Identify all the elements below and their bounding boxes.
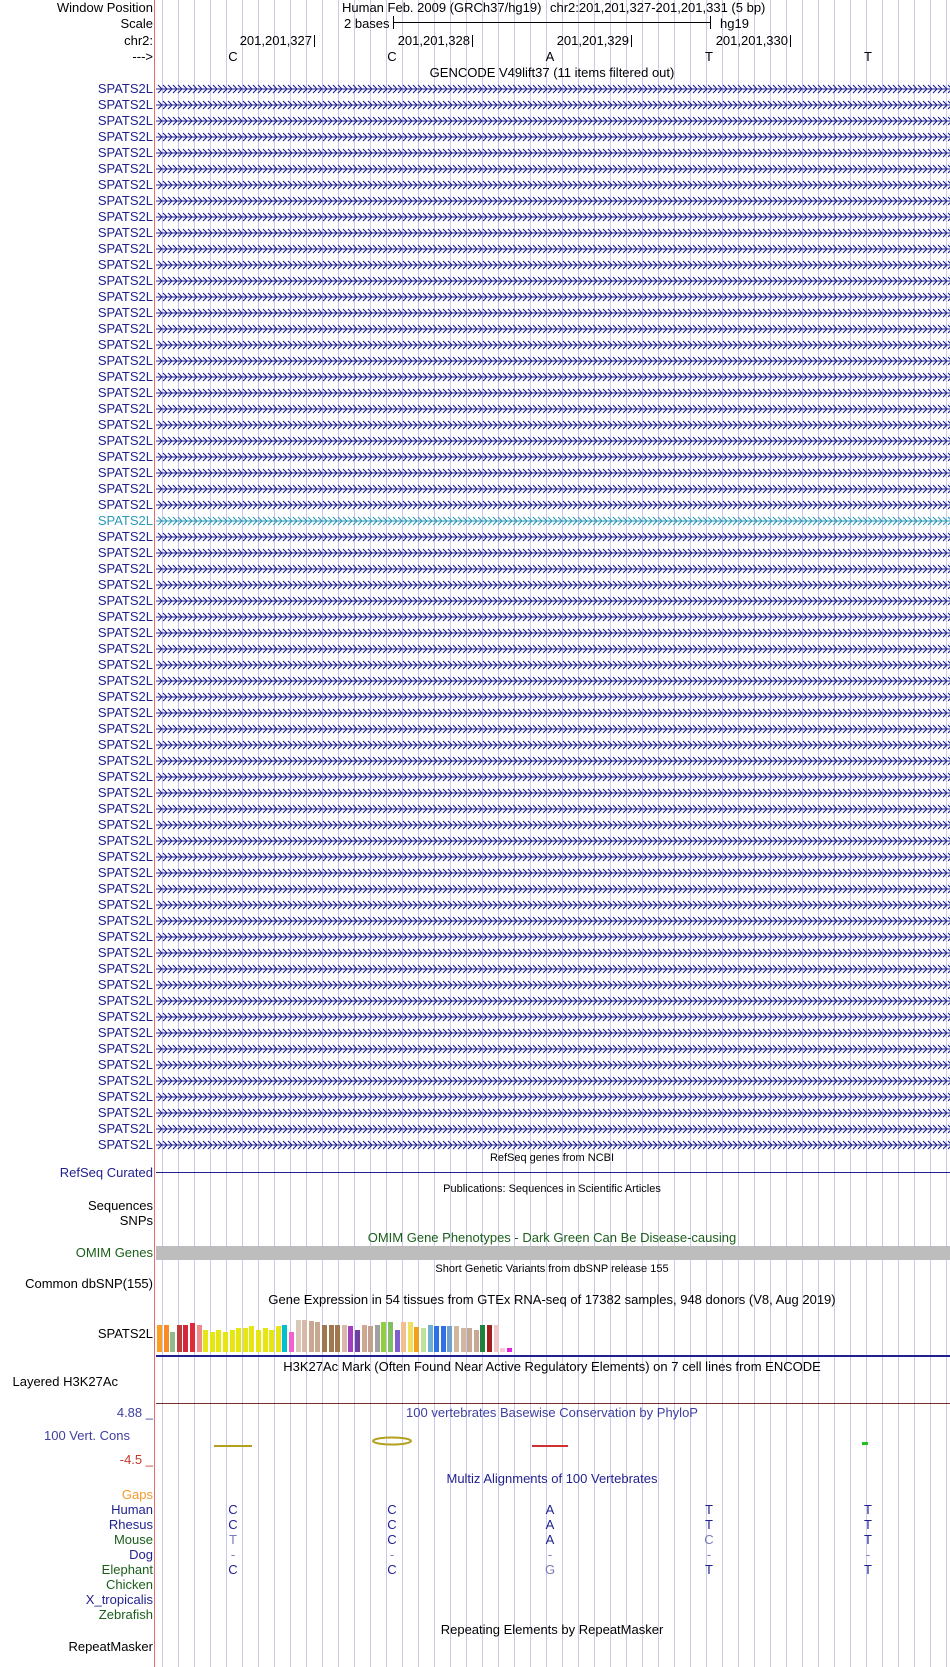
gencode-transcript-label[interactable]: SPATS2L bbox=[97, 689, 153, 704]
gencode-transcript-label[interactable]: SPATS2L bbox=[97, 593, 153, 608]
coordinate-label: 201,201,330 bbox=[715, 33, 788, 48]
gencode-transcript-label[interactable]: SPATS2L bbox=[97, 993, 153, 1008]
gencode-transcript-label[interactable]: SPATS2L bbox=[97, 289, 153, 304]
coordinate-tick bbox=[790, 35, 791, 47]
gencode-transcript-label[interactable]: SPATS2L bbox=[97, 129, 153, 144]
gencode-transcript-label[interactable]: SPATS2L bbox=[97, 545, 153, 560]
gtex-tissue-bar[interactable] bbox=[421, 1328, 426, 1352]
repeatmasker-label[interactable]: RepeatMasker bbox=[68, 1639, 153, 1654]
gencode-transcript-label[interactable]: SPATS2L bbox=[97, 849, 153, 864]
gencode-transcript-label[interactable]: SPATS2L bbox=[97, 497, 153, 512]
gencode-transcript-feature[interactable] bbox=[156, 931, 950, 943]
gencode-transcript-label[interactable]: SPATS2L bbox=[97, 1025, 153, 1040]
gtex-tissue-bar[interactable] bbox=[368, 1326, 373, 1352]
gencode-transcript-label[interactable]: SPATS2L bbox=[97, 881, 153, 896]
multiz-aligned-base: C bbox=[704, 1532, 714, 1547]
gencode-transcript-feature[interactable] bbox=[156, 195, 950, 207]
multiz-aligned-base: C bbox=[228, 1502, 238, 1517]
multiz-aligned-base: T bbox=[864, 1517, 872, 1532]
gencode-transcript-feature[interactable] bbox=[156, 291, 950, 303]
gencode-transcript-feature[interactable] bbox=[156, 883, 950, 895]
multiz-aligned-base: T bbox=[864, 1502, 872, 1517]
gtex-tissue-bar[interactable] bbox=[197, 1325, 202, 1352]
gencode-transcript-feature[interactable] bbox=[156, 739, 950, 751]
gtex-track-title[interactable]: Gene Expression in 54 tissues from GTEx RNA-seq of 17382 samples, 948 donors (V8, Aug 2019) bbox=[268, 1292, 836, 1307]
scale-bar-left-tick bbox=[393, 16, 394, 29]
gencode-transcript-feature[interactable] bbox=[156, 515, 950, 527]
multiz-species-label[interactable]: X_tropicalis bbox=[85, 1592, 153, 1607]
gencode-transcript-label[interactable]: SPATS2L bbox=[97, 113, 153, 128]
gencode-transcript-feature[interactable] bbox=[156, 611, 950, 623]
multiz-species-label[interactable]: Gaps bbox=[121, 1487, 153, 1502]
gencode-transcript-feature[interactable] bbox=[156, 467, 950, 479]
gencode-transcript-feature[interactable] bbox=[156, 579, 950, 591]
omim-gene-bar[interactable] bbox=[156, 1246, 950, 1260]
gtex-tissue-bar[interactable] bbox=[236, 1328, 241, 1352]
multiz-species-label[interactable]: Mouse bbox=[113, 1532, 153, 1547]
gencode-transcript-label[interactable]: SPATS2L bbox=[97, 369, 153, 384]
gencode-transcript-label[interactable]: SPATS2L bbox=[97, 673, 153, 688]
phylop-mark-1 bbox=[214, 1445, 252, 1447]
gencode-transcript-label[interactable]: SPATS2L bbox=[97, 481, 153, 496]
gencode-transcript-feature[interactable] bbox=[156, 83, 950, 95]
multiz-aligned-base: C bbox=[228, 1562, 238, 1577]
gtex-tissue-bar[interactable] bbox=[381, 1322, 386, 1352]
gencode-transcript-feature[interactable] bbox=[156, 995, 950, 1007]
gtex-tissue-bar[interactable] bbox=[296, 1320, 301, 1352]
gencode-transcript-feature[interactable] bbox=[156, 211, 950, 223]
gtex-tissue-bar[interactable] bbox=[170, 1332, 175, 1352]
gencode-transcript-label[interactable]: SPATS2L bbox=[97, 177, 153, 192]
multiz-aligned-base: - bbox=[230, 1547, 236, 1562]
gtex-tissue-bar[interactable] bbox=[157, 1325, 162, 1352]
gencode-transcript-feature[interactable] bbox=[156, 371, 950, 383]
gencode-transcript-feature[interactable] bbox=[156, 1107, 950, 1119]
gtex-tissue-bar[interactable] bbox=[216, 1330, 221, 1352]
gtex-gene-label[interactable]: SPATS2L bbox=[97, 1326, 153, 1341]
gencode-transcript-feature[interactable] bbox=[156, 691, 950, 703]
gencode-transcript-label[interactable]: SPATS2L bbox=[97, 1137, 153, 1152]
gencode-transcript-label[interactable]: SPATS2L bbox=[97, 417, 153, 432]
gencode-transcript-label[interactable]: SPATS2L bbox=[97, 465, 153, 480]
gencode-transcript-feature[interactable] bbox=[156, 723, 950, 735]
coordinate-label: 201,201,327 bbox=[239, 33, 312, 48]
gencode-transcript-label[interactable]: SPATS2L bbox=[97, 609, 153, 624]
gtex-tissue-bar[interactable] bbox=[401, 1322, 406, 1352]
gencode-transcript-feature[interactable] bbox=[156, 387, 950, 399]
gencode-transcript-feature[interactable] bbox=[156, 627, 950, 639]
multiz-aligned-base: A bbox=[545, 1502, 555, 1517]
h3k27ac-label[interactable]: Layered H3K27Ac bbox=[12, 1374, 118, 1389]
gtex-tissue-bar[interactable] bbox=[362, 1325, 367, 1352]
gencode-transcript-label[interactable]: SPATS2L bbox=[97, 305, 153, 320]
gencode-transcript-feature[interactable] bbox=[156, 963, 950, 975]
gencode-transcript-label[interactable]: SPATS2L bbox=[97, 257, 153, 272]
gencode-transcript-label[interactable]: SPATS2L bbox=[97, 209, 153, 224]
gtex-tissue-bar[interactable] bbox=[447, 1326, 452, 1352]
gtex-tissue-bar[interactable] bbox=[282, 1325, 287, 1352]
gencode-transcript-label[interactable]: SPATS2L bbox=[97, 1105, 153, 1120]
gtex-tissue-bar[interactable] bbox=[454, 1326, 459, 1352]
multiz-aligned-base: - bbox=[389, 1547, 395, 1562]
gtex-tissue-bar[interactable] bbox=[203, 1330, 208, 1352]
gtex-tissue-bar[interactable] bbox=[414, 1327, 419, 1352]
gencode-transcript-label[interactable]: SPATS2L bbox=[97, 641, 153, 656]
gencode-transcript-label[interactable]: SPATS2L bbox=[97, 961, 153, 976]
gencode-transcript-feature[interactable] bbox=[156, 947, 950, 959]
gencode-transcript-label[interactable]: SPATS2L bbox=[97, 769, 153, 784]
gencode-transcript-feature[interactable] bbox=[156, 851, 950, 863]
gencode-transcript-feature[interactable] bbox=[156, 531, 950, 543]
scale-bar-right-tick bbox=[710, 16, 711, 29]
refseq-gene-line[interactable] bbox=[156, 1172, 950, 1173]
repeatmasker-track-title[interactable]: Repeating Elements by RepeatMasker bbox=[440, 1622, 664, 1637]
gencode-transcript-feature[interactable] bbox=[156, 595, 950, 607]
gencode-transcript-feature[interactable] bbox=[156, 547, 950, 559]
omim-track-title[interactable]: OMIM Gene Phenotypes - Dark Green Can Be Disease-causing bbox=[367, 1230, 737, 1245]
gencode-transcript-label[interactable]: SPATS2L bbox=[97, 321, 153, 336]
gencode-transcript-feature[interactable] bbox=[156, 979, 950, 991]
gencode-transcript-label[interactable]: SPATS2L bbox=[97, 385, 153, 400]
gencode-transcript-label[interactable]: SPATS2L bbox=[97, 337, 153, 352]
gtex-tissue-bar[interactable] bbox=[474, 1330, 479, 1352]
gtex-tissue-bar[interactable] bbox=[315, 1322, 320, 1352]
coordinate-tick bbox=[472, 35, 473, 47]
gencode-transcript-feature[interactable] bbox=[156, 1075, 950, 1087]
gencode-transcript-label[interactable]: SPATS2L bbox=[97, 801, 153, 816]
reference-base: A bbox=[545, 49, 555, 64]
gtex-tissue-bar[interactable] bbox=[395, 1330, 400, 1352]
scale-db: hg19 bbox=[720, 16, 749, 31]
gencode-transcript-feature[interactable] bbox=[156, 1123, 950, 1135]
gtex-tissue-bar[interactable] bbox=[164, 1325, 169, 1352]
publications-track-title[interactable]: Publications: Sequences in Scientific Articles bbox=[443, 1183, 661, 1195]
gencode-transcript-feature[interactable] bbox=[156, 771, 950, 783]
gencode-transcript-feature[interactable] bbox=[156, 323, 950, 335]
conservation-label[interactable]: 100 Vert. Cons bbox=[44, 1428, 130, 1443]
gencode-transcript-feature[interactable] bbox=[156, 899, 950, 911]
gtex-tissue-bar[interactable] bbox=[375, 1325, 380, 1352]
refseq-track-title[interactable]: RefSeq genes from NCBI bbox=[489, 1152, 615, 1164]
gencode-transcript-feature[interactable] bbox=[156, 1011, 950, 1023]
coordinate-label: 201,201,329 bbox=[556, 33, 629, 48]
gencode-transcript-label[interactable]: SPATS2L bbox=[97, 945, 153, 960]
phylop-mark-3 bbox=[532, 1445, 568, 1447]
coordinate-tick bbox=[631, 35, 632, 47]
gencode-transcript-feature[interactable] bbox=[156, 227, 950, 239]
gencode-transcript-label[interactable]: SPATS2L bbox=[97, 449, 153, 464]
gtex-tissue-bar[interactable] bbox=[183, 1325, 188, 1352]
conservation-min-label: -4.5 _ bbox=[119, 1452, 153, 1467]
multiz-aligned-base: A bbox=[545, 1532, 555, 1547]
multiz-aligned-base: T bbox=[229, 1532, 237, 1547]
gencode-transcript-feature[interactable] bbox=[156, 451, 950, 463]
reference-base: C bbox=[387, 49, 397, 64]
scale-bar bbox=[393, 22, 710, 23]
multiz-aligned-base: - bbox=[547, 1547, 553, 1562]
scale-label: Scale bbox=[120, 16, 153, 31]
multiz-aligned-base: A bbox=[545, 1517, 555, 1532]
gencode-transcript-feature[interactable] bbox=[156, 99, 950, 111]
gtex-tissue-bar[interactable] bbox=[230, 1330, 235, 1352]
h3k27ac-track-title[interactable]: H3K27Ac Mark (Often Found Near Active Regulatory Elements) on 7 cell lines from ENCODE bbox=[283, 1359, 821, 1374]
gtex-tissue-bar[interactable] bbox=[223, 1332, 228, 1352]
gtex-tissue-bar[interactable] bbox=[322, 1325, 327, 1352]
gtex-track-baseline bbox=[156, 1355, 950, 1357]
dbsnp-label[interactable]: Common dbSNP(155) bbox=[25, 1276, 153, 1291]
gencode-transcript-feature[interactable] bbox=[156, 163, 950, 175]
phylop-mark-2 bbox=[371, 1436, 413, 1446]
gencode-transcript-label[interactable]: SPATS2L bbox=[97, 273, 153, 288]
gencode-transcript-label[interactable]: SPATS2L bbox=[97, 561, 153, 576]
scale-text: 2 bases bbox=[344, 16, 390, 31]
gencode-transcript-feature[interactable] bbox=[156, 707, 950, 719]
multiz-species-label[interactable]: Chicken bbox=[106, 1577, 153, 1592]
gtex-tissue-bar[interactable] bbox=[428, 1325, 433, 1352]
gencode-transcript-feature[interactable] bbox=[156, 643, 950, 655]
gencode-transcript-label[interactable]: SPATS2L bbox=[97, 1057, 153, 1072]
gtex-tissue-bar[interactable] bbox=[249, 1326, 254, 1352]
multiz-species-label[interactable]: Dog bbox=[129, 1547, 153, 1562]
gencode-transcript-feature[interactable] bbox=[156, 755, 950, 767]
gtex-tissue-bar[interactable] bbox=[441, 1326, 446, 1352]
multiz-aligned-base: T bbox=[864, 1562, 872, 1577]
gencode-transcript-feature[interactable] bbox=[156, 803, 950, 815]
gencode-transcript-feature[interactable] bbox=[156, 259, 950, 271]
multiz-species-label[interactable]: Elephant bbox=[101, 1562, 153, 1577]
gencode-transcript-feature[interactable] bbox=[156, 659, 950, 671]
publications-sequences-label[interactable]: Sequences bbox=[87, 1198, 153, 1213]
gencode-transcript-feature[interactable] bbox=[156, 835, 950, 847]
gencode-transcript-feature[interactable] bbox=[156, 675, 950, 687]
gencode-transcript-label[interactable]: SPATS2L bbox=[97, 865, 153, 880]
gencode-transcript-label[interactable]: SPATS2L bbox=[97, 145, 153, 160]
gtex-tissue-bar[interactable] bbox=[256, 1330, 261, 1352]
gtex-tissue-bar[interactable] bbox=[309, 1321, 314, 1352]
conservation-track-title[interactable]: 100 vertebrates Basewise Conservation by PhyloP bbox=[406, 1405, 698, 1420]
gtex-tissue-bar[interactable] bbox=[329, 1325, 334, 1352]
multiz-aligned-base: - bbox=[706, 1547, 712, 1562]
gtex-tissue-bar[interactable] bbox=[494, 1325, 499, 1352]
conservation-max-label: 4.88 _ bbox=[116, 1405, 153, 1420]
multiz-aligned-base: T bbox=[705, 1517, 713, 1532]
gencode-transcript-label[interactable]: SPATS2L bbox=[97, 81, 153, 96]
gencode-transcript-label[interactable]: SPATS2L bbox=[97, 577, 153, 592]
gencode-transcript-feature[interactable] bbox=[156, 435, 950, 447]
multiz-track-title[interactable]: Multiz Alignments of 100 Vertebrates bbox=[446, 1471, 658, 1486]
multiz-species-label[interactable]: Human bbox=[111, 1502, 153, 1517]
reference-base: T bbox=[705, 49, 713, 64]
gencode-transcript-label[interactable]: SPATS2L bbox=[97, 705, 153, 720]
gencode-transcript-label[interactable]: SPATS2L bbox=[97, 161, 153, 176]
gencode-transcript-label[interactable]: SPATS2L bbox=[97, 1121, 153, 1136]
gtex-tissue-bar[interactable] bbox=[467, 1328, 472, 1352]
gencode-transcript-feature[interactable] bbox=[156, 307, 950, 319]
gencode-transcript-label[interactable]: SPATS2L bbox=[97, 513, 153, 528]
publications-snps-label[interactable]: SNPs bbox=[119, 1213, 153, 1228]
gencode-transcript-label[interactable]: SPATS2L bbox=[97, 785, 153, 800]
gtex-tissue-bar[interactable] bbox=[500, 1348, 505, 1352]
reference-base: T bbox=[864, 49, 872, 64]
multiz-aligned-base: - bbox=[865, 1547, 871, 1562]
gencode-transcript-label[interactable]: SPATS2L bbox=[97, 225, 153, 240]
gtex-tissue-bar[interactable] bbox=[342, 1325, 347, 1352]
gencode-transcript-label[interactable]: SPATS2L bbox=[97, 97, 153, 112]
position-text[interactable]: chr2:201,201,327-201,201,331 (5 bp) bbox=[550, 0, 766, 15]
gencode-transcript-feature[interactable] bbox=[156, 179, 950, 191]
multiz-aligned-base: T bbox=[705, 1502, 713, 1517]
gtex-tissue-bar[interactable] bbox=[348, 1326, 353, 1352]
gtex-tissue-bar[interactable] bbox=[408, 1322, 413, 1352]
gtex-tissue-bar[interactable] bbox=[302, 1320, 307, 1352]
gtex-tissue-bar[interactable] bbox=[269, 1330, 274, 1352]
gencode-transcript-feature[interactable] bbox=[156, 403, 950, 415]
gencode-transcript-label[interactable]: SPATS2L bbox=[97, 657, 153, 672]
gtex-tissue-bar[interactable] bbox=[210, 1332, 215, 1352]
window-position-label: Window Position bbox=[56, 0, 153, 15]
gencode-transcript-label[interactable]: SPATS2L bbox=[97, 721, 153, 736]
gencode-transcript-feature[interactable] bbox=[156, 243, 950, 255]
reference-base: C bbox=[228, 49, 238, 64]
assembly-title[interactable]: Human Feb. 2009 (GRCh37/hg19) bbox=[342, 0, 542, 15]
gtex-tissue-bar[interactable] bbox=[461, 1328, 466, 1352]
gtex-tissue-bar[interactable] bbox=[335, 1325, 340, 1352]
gencode-transcript-feature[interactable] bbox=[156, 275, 950, 287]
gencode-transcript-feature[interactable] bbox=[156, 1091, 950, 1103]
gtex-tissue-bar[interactable] bbox=[289, 1332, 294, 1352]
gencode-transcript-feature[interactable] bbox=[156, 131, 950, 143]
gencode-transcript-label[interactable]: SPATS2L bbox=[97, 353, 153, 368]
gtex-tissue-bar[interactable] bbox=[355, 1330, 360, 1352]
gencode-transcript-label[interactable]: SPATS2L bbox=[97, 241, 153, 256]
dbsnp-track-title[interactable]: Short Genetic Variants from dbSNP release 155 bbox=[435, 1263, 669, 1275]
gencode-transcript-feature[interactable] bbox=[156, 1139, 950, 1151]
strand-label[interactable]: ---> bbox=[132, 49, 153, 64]
gencode-transcript-label[interactable]: SPATS2L bbox=[97, 817, 153, 832]
gencode-transcript-feature[interactable] bbox=[156, 819, 950, 831]
multiz-aligned-base: C bbox=[387, 1517, 397, 1532]
gencode-transcript-feature[interactable] bbox=[156, 1059, 950, 1071]
h3k27ac-baseline bbox=[156, 1403, 950, 1404]
gencode-transcript-label[interactable]: SPATS2L bbox=[97, 737, 153, 752]
gtex-tissue-bar[interactable] bbox=[263, 1328, 268, 1352]
chr-label[interactable]: chr2: bbox=[124, 33, 153, 48]
gencode-transcript-feature[interactable] bbox=[156, 147, 950, 159]
omim-label[interactable]: OMIM Genes bbox=[75, 1245, 153, 1260]
gencode-transcript-label[interactable]: SPATS2L bbox=[97, 913, 153, 928]
gencode-transcript-feature[interactable] bbox=[156, 563, 950, 575]
gtex-tissue-bar[interactable] bbox=[243, 1328, 248, 1352]
gencode-transcript-label[interactable]: SPATS2L bbox=[97, 433, 153, 448]
multiz-aligned-base: C bbox=[387, 1502, 397, 1517]
refseq-label[interactable]: RefSeq Curated bbox=[59, 1165, 153, 1180]
gencode-transcript-feature[interactable] bbox=[156, 339, 950, 351]
gencode-transcript-label[interactable]: SPATS2L bbox=[97, 529, 153, 544]
gtex-tissue-bar[interactable] bbox=[434, 1326, 439, 1352]
multiz-aligned-base: C bbox=[387, 1562, 397, 1577]
gencode-transcript-feature[interactable] bbox=[156, 1043, 950, 1055]
multiz-aligned-base: T bbox=[864, 1532, 872, 1547]
gencode-transcript-feature[interactable] bbox=[156, 787, 950, 799]
gencode-transcript-label[interactable]: SPATS2L bbox=[97, 625, 153, 640]
gtex-tissue-bar[interactable] bbox=[507, 1348, 512, 1352]
multiz-aligned-base: T bbox=[705, 1562, 713, 1577]
gencode-track-title[interactable]: GENCODE V49lift37 (11 items filtered out) bbox=[429, 65, 675, 80]
multiz-species-label[interactable]: Rhesus bbox=[108, 1517, 153, 1532]
gencode-transcript-label[interactable]: SPATS2L bbox=[97, 401, 153, 416]
gencode-transcript-label[interactable]: SPATS2L bbox=[97, 833, 153, 848]
gencode-transcript-label[interactable]: SPATS2L bbox=[97, 1041, 153, 1056]
gencode-transcript-label[interactable]: SPATS2L bbox=[97, 977, 153, 992]
gtex-tissue-bar[interactable] bbox=[177, 1325, 182, 1352]
gencode-transcript-feature[interactable] bbox=[156, 483, 950, 495]
gtex-tissue-bar[interactable] bbox=[388, 1322, 393, 1352]
gencode-transcript-feature[interactable] bbox=[156, 499, 950, 511]
gencode-transcript-label[interactable]: SPATS2L bbox=[97, 753, 153, 768]
coordinate-label: 201,201,328 bbox=[397, 33, 470, 48]
gencode-transcript-label[interactable]: SPATS2L bbox=[97, 1009, 153, 1024]
gtex-tissue-bar[interactable] bbox=[276, 1326, 281, 1352]
gencode-transcript-label[interactable]: SPATS2L bbox=[97, 1089, 153, 1104]
gencode-transcript-feature[interactable] bbox=[156, 115, 950, 127]
gtex-tissue-bar[interactable] bbox=[190, 1323, 195, 1352]
multiz-aligned-base: G bbox=[544, 1562, 556, 1577]
gtex-tissue-bar[interactable] bbox=[480, 1325, 485, 1352]
gencode-transcript-feature[interactable] bbox=[156, 419, 950, 431]
gencode-transcript-feature[interactable] bbox=[156, 1027, 950, 1039]
multiz-aligned-base: C bbox=[387, 1532, 397, 1547]
gencode-transcript-feature[interactable] bbox=[156, 867, 950, 879]
multiz-aligned-base: C bbox=[228, 1517, 238, 1532]
gencode-transcript-feature[interactable] bbox=[156, 355, 950, 367]
multiz-species-label[interactable]: Zebrafish bbox=[98, 1607, 153, 1622]
gencode-transcript-label[interactable]: SPATS2L bbox=[97, 1073, 153, 1088]
gencode-transcript-feature[interactable] bbox=[156, 915, 950, 927]
gencode-transcript-label[interactable]: SPATS2L bbox=[97, 193, 153, 208]
gencode-transcript-label[interactable]: SPATS2L bbox=[97, 897, 153, 912]
coordinate-tick bbox=[314, 35, 315, 47]
gencode-transcript-label[interactable]: SPATS2L bbox=[97, 929, 153, 944]
gtex-tissue-bar[interactable] bbox=[487, 1325, 492, 1352]
phylop-mark-4 bbox=[862, 1442, 868, 1445]
